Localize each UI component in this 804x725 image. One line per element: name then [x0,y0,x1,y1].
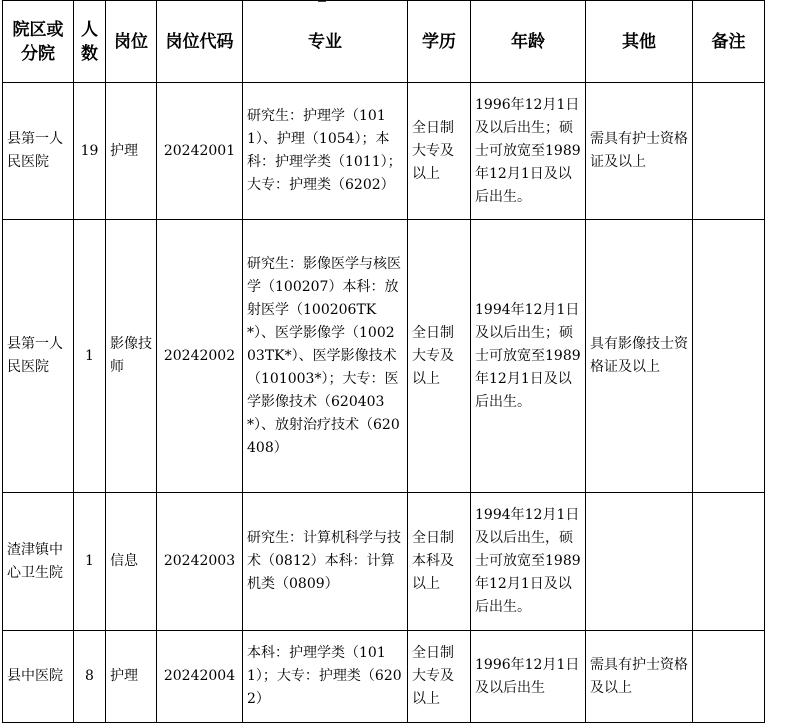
cell-other: 需具有护士资格证及以上 [586,83,693,220]
header-count: 人数 [74,1,106,83]
table-row [3,83,765,220]
cell-count: 1 [74,493,106,631]
cell-education: 全日制大专及以上 [408,83,471,220]
cell-campus: 渣津镇中心卫生院 [3,493,74,631]
header-post: 岗位 [106,1,157,83]
cell-other: 具有影像技士资格证及以上 [586,220,693,493]
recruitment-table-wrapper [2,0,765,723]
cell-code: 20242002 [157,220,243,493]
header-education: 学历 [408,1,471,83]
cell-campus: 县中医院 [3,631,74,723]
header-age: 年龄 [471,1,586,83]
header-campus: 院区或分院 [3,1,74,83]
cell-note [693,631,765,723]
cell-post: 信息 [106,493,157,631]
cell-major: 研究生：计算机科学与技术（0812）本科：计算机类（0809） [243,493,408,631]
recruitment-table [2,0,765,723]
cell-age: 1996年12月1日及以后出生；硕士可放宽至1989年12月1日及以后出生。 [471,83,586,220]
cell-age: 1996年12月1日及以后出生 [471,631,586,723]
cell-major: 本科：护理学类（1011）；大专：护理类（6202） [243,631,408,723]
cell-post: 影像技师 [106,220,157,493]
cell-count: 8 [74,631,106,723]
header-note: 备注 [693,1,765,83]
header-other: 其他 [586,1,693,83]
cell-other: 需具有护士资格及以上 [586,631,693,723]
cell-note [693,220,765,493]
table-header-row [3,1,765,83]
cell-count: 19 [74,83,106,220]
table-row [3,493,765,631]
cell-major: 研究生：影像医学与核医学（100207）本科：放射医学（100206TK*）、医学影像学（100203TK*）、医学影像技术（101003*）；大专：医学影像技术（620403*）、放射治疗技术（620408） [243,220,408,493]
cell-education: 全日制本科及以上 [408,493,471,631]
cell-other [586,493,693,631]
cell-education: 全日制大专及以上 [408,631,471,723]
cell-post: 护理 [106,83,157,220]
cell-post: 护理 [106,631,157,723]
cell-note [693,493,765,631]
cell-age: 1994年12月1日及以后出生；硕士可放宽至1989年12月1日及以后出生。 [471,220,586,493]
cell-major: 研究生：护理学（1011）、护理（1054）；本科：护理学类（1011）；大专：护理类（6202） [243,83,408,220]
cell-campus: 县第一人民医院 [3,83,74,220]
cell-code: 20242001 [157,83,243,220]
cell-campus: 县第一人民医院 [3,220,74,493]
table-row [3,631,765,723]
cell-code: 20242004 [157,631,243,723]
cell-code: 20242003 [157,493,243,631]
cell-age: 1994年12月1日及以后出生，硕士可放宽至1989年12月1日及以后出生。 [471,493,586,631]
cell-note [693,83,765,220]
header-code: 岗位代码 [157,1,243,83]
header-major: 专业 [243,1,408,83]
table-row [3,220,765,493]
cell-education: 全日制大专及以上 [408,220,471,493]
cell-count: 1 [74,220,106,493]
